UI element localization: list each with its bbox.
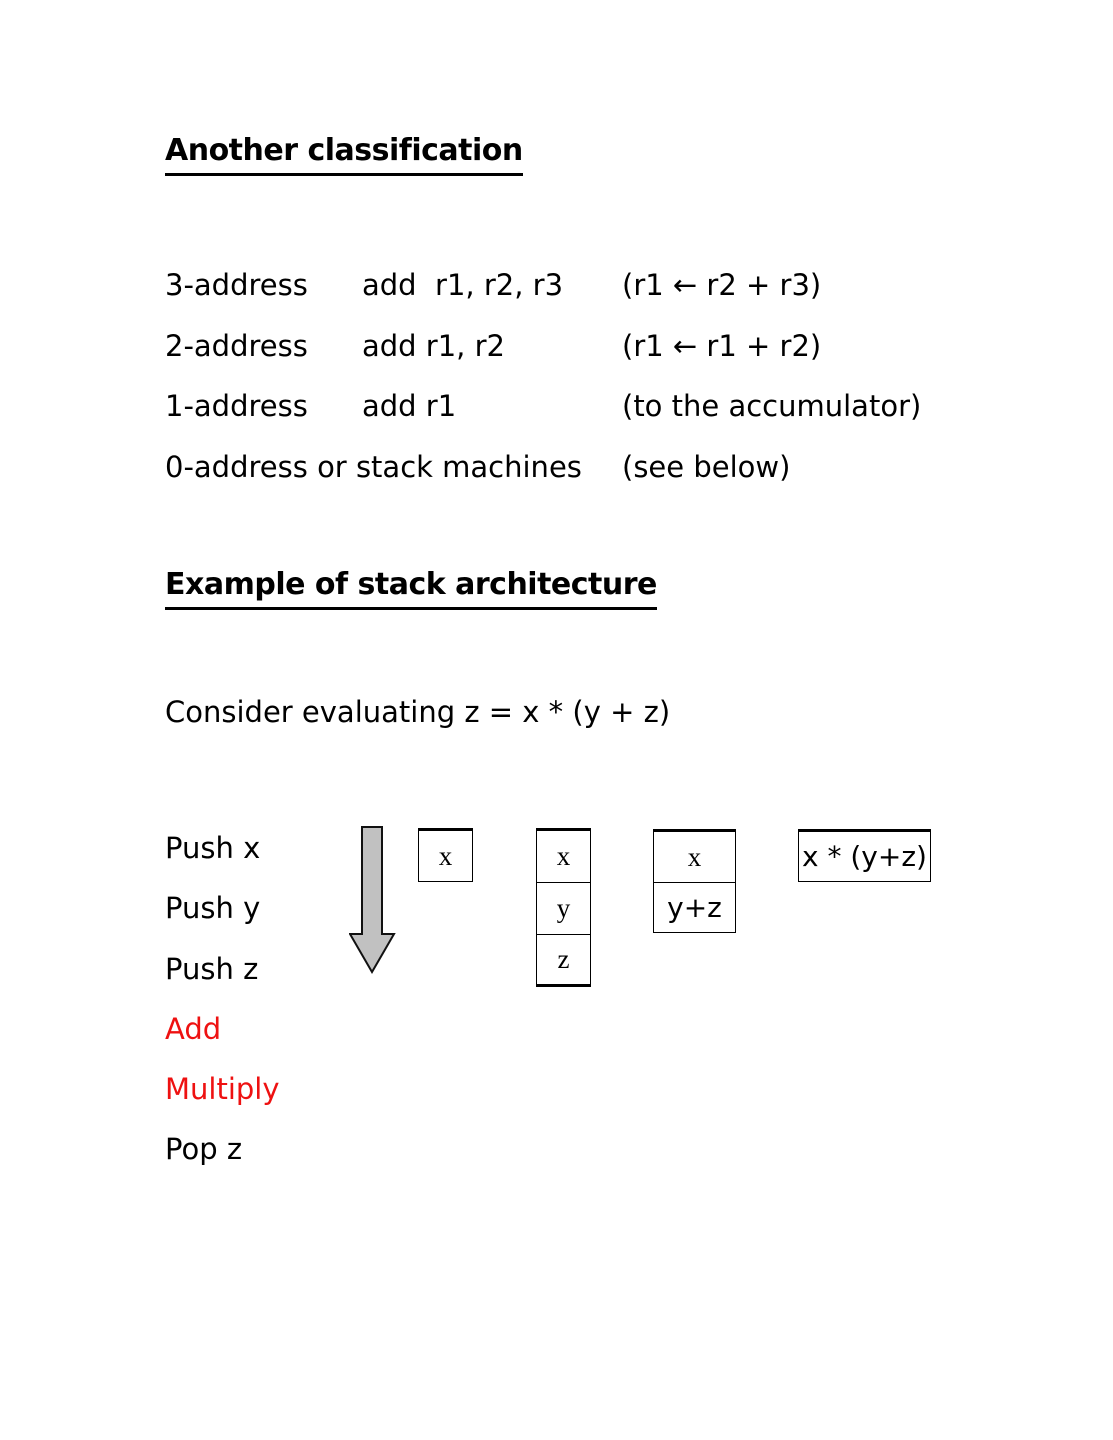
stack-state-1 bbox=[418, 828, 473, 882]
stack-cell: y+z bbox=[654, 882, 735, 932]
row-note: (to the accumulator) bbox=[622, 389, 922, 423]
section-heading-stack-architecture: Example of stack architecture bbox=[165, 567, 657, 610]
row-name: 0-address or stack machines bbox=[165, 449, 582, 484]
operation-push-y: Push y bbox=[165, 891, 261, 926]
operation-multiply: Multiply bbox=[165, 1072, 280, 1107]
operation-add: Add bbox=[165, 1011, 222, 1046]
intro-line: Consider evaluating z = x * (y + z) bbox=[165, 695, 671, 729]
operation-push-x: Push x bbox=[165, 831, 261, 865]
row-name: 3-address bbox=[165, 268, 308, 302]
table-row bbox=[165, 376, 965, 437]
stack-cell: z bbox=[537, 934, 590, 985]
stack-state-4 bbox=[798, 829, 931, 882]
stack-state-2 bbox=[536, 828, 591, 987]
row-instruction: add r1, r2, r3 bbox=[362, 268, 564, 302]
operations-list bbox=[165, 818, 280, 1180]
operation-pop-z: Pop z bbox=[165, 1132, 243, 1167]
stack-cell: y bbox=[537, 882, 590, 933]
row-name: 1-address bbox=[165, 389, 308, 423]
row-instruction: add r1, r2 bbox=[362, 328, 505, 363]
classification-table bbox=[165, 255, 965, 497]
table-row bbox=[165, 255, 965, 316]
row-name: 2-address bbox=[165, 328, 308, 363]
stack-cell: x * (y+z) bbox=[802, 840, 927, 873]
operation-push-z: Push z bbox=[165, 951, 259, 986]
stack-cell: x bbox=[556, 841, 571, 872]
row-note: (r1 ← r1 + r2) bbox=[622, 328, 822, 363]
down-arrow-icon bbox=[349, 826, 396, 974]
row-instruction: add r1 bbox=[362, 389, 457, 423]
row-note: (r1 ← r2 + r3) bbox=[622, 268, 822, 302]
table-row bbox=[165, 316, 965, 377]
stack-cell: x bbox=[687, 841, 702, 872]
stack-state-3 bbox=[653, 829, 736, 933]
table-row bbox=[165, 437, 965, 498]
section-heading-another-classification: Another classification bbox=[165, 133, 523, 176]
row-note: (see below) bbox=[622, 449, 791, 484]
stack-cell: x bbox=[438, 840, 453, 871]
